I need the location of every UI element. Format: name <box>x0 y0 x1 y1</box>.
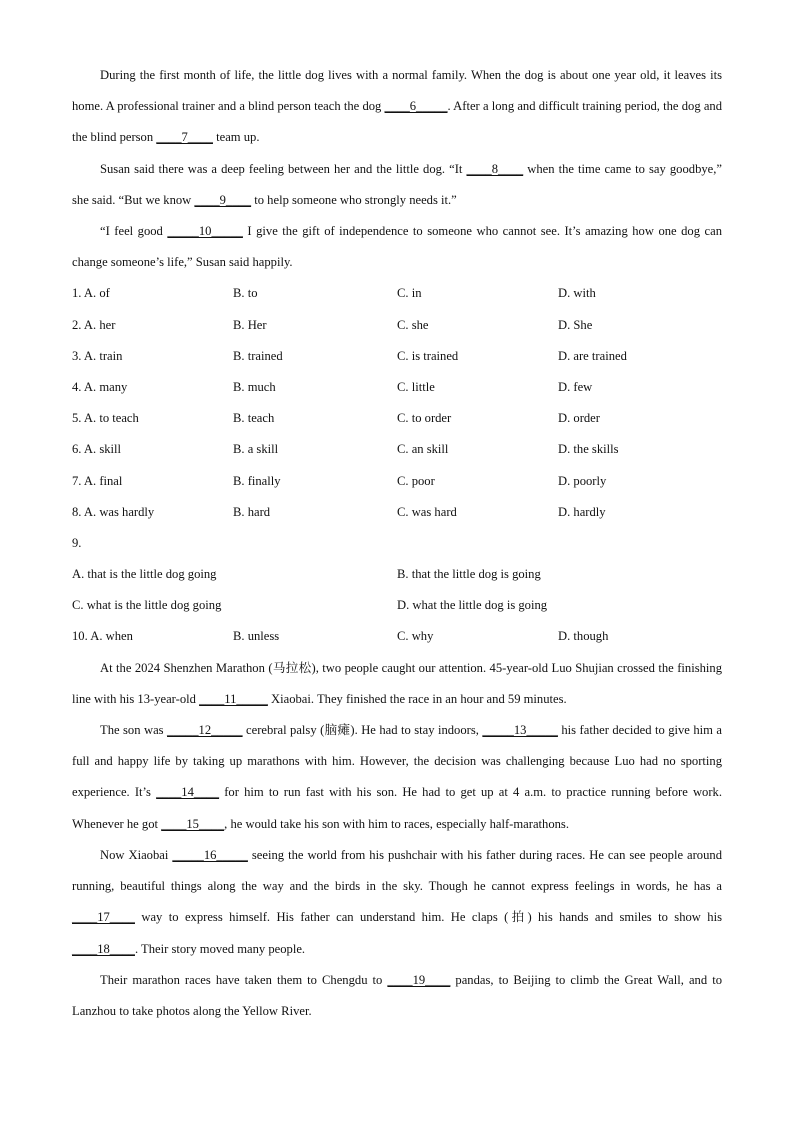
passage1-paragraph-3 <box>72 216 722 278</box>
option-a[interactable] <box>72 621 233 652</box>
text: Their marathon races have taken them to Chengdu to <box>100 972 388 987</box>
option-text: A. to teach <box>83 411 139 426</box>
question-number: 7. <box>72 473 82 488</box>
question-number: 3. <box>72 348 82 363</box>
blank-17[interactable]: ____17____ <box>72 910 135 925</box>
blank-7[interactable]: ____7____ <box>156 130 213 145</box>
text: Now Xiaobai <box>100 847 173 862</box>
option-d[interactable]: D. order <box>558 411 600 426</box>
option-text: A. many <box>83 379 128 394</box>
question-2 <box>72 310 722 341</box>
text: Susan said there was a deep feeling between her and the little dog. “It <box>100 161 467 176</box>
text: to help someone who strongly needs it.” <box>251 192 457 207</box>
question-9-row-2 <box>72 590 722 621</box>
text: his father decided to give him a full and happy life by taking up marathons with him. However, the decision was challenging because Luo had no sporting experience. It’s <box>72 723 722 800</box>
text: . After a long and difficult training period, the dog and the blind person <box>72 99 722 145</box>
question-number: 4. <box>72 379 82 394</box>
option-c[interactable]: C. in <box>397 286 422 301</box>
question-6 <box>72 434 722 465</box>
option-b[interactable]: B. that the little dog is going <box>397 567 541 582</box>
question-9-number: 9. <box>72 535 82 550</box>
question-10 <box>72 621 722 652</box>
option-text: A. was hardly <box>83 504 155 519</box>
option-a[interactable] <box>72 278 233 309</box>
option-b[interactable]: B. hard <box>233 504 271 519</box>
text: Xiaobai. They finished the race in an hour and 59 minutes. <box>267 691 567 706</box>
text: The son was <box>100 723 168 738</box>
option-d[interactable]: D. are trained <box>558 348 627 363</box>
blank-9[interactable]: ____9____ <box>194 192 252 207</box>
question-8 <box>72 497 722 528</box>
question-5 <box>72 403 722 434</box>
question-number: 6. <box>72 442 82 457</box>
blank-13[interactable]: _____13_____ <box>482 723 558 738</box>
option-d[interactable]: D. the skills <box>558 442 619 457</box>
option-c[interactable]: C. she <box>397 317 429 332</box>
option-a[interactable] <box>72 403 233 434</box>
option-d[interactable]: D. with <box>558 286 596 301</box>
blank-8[interactable]: ____8____ <box>466 161 524 176</box>
blank-18[interactable]: ____18____ <box>72 941 135 956</box>
option-text: A. final <box>83 473 123 488</box>
option-a[interactable] <box>72 372 233 403</box>
option-c[interactable]: C. to order <box>397 411 452 426</box>
blank-11[interactable]: ____11_____ <box>199 691 268 706</box>
option-a[interactable] <box>72 434 233 465</box>
option-a[interactable] <box>72 497 233 528</box>
option-text: A. her <box>83 317 116 332</box>
question-9-row-1 <box>72 559 722 590</box>
text: team up. <box>212 130 260 145</box>
option-b[interactable]: B. finally <box>233 473 281 488</box>
option-d[interactable]: D. She <box>558 317 593 332</box>
option-d[interactable]: D. what the little dog is going <box>397 598 548 613</box>
option-c[interactable]: C. an skill <box>397 442 449 457</box>
blank-14[interactable]: ____14____ <box>156 785 220 800</box>
text: , he would take his son with him to races, especially half-marathons. <box>224 816 569 831</box>
blank-15[interactable]: ____15____ <box>161 816 225 831</box>
text: I give the gift of independence to someone who cannot see. It’s amazing how one dog can change someone’s life,” Susan said happily. <box>72 224 722 270</box>
blank-10[interactable]: _____10_____ <box>167 224 243 239</box>
question-1 <box>72 278 722 309</box>
question-number: 10. <box>72 629 88 644</box>
question-number: 2. <box>72 317 82 332</box>
option-text: A. when <box>90 629 133 644</box>
passage2-paragraph-3 <box>72 840 722 965</box>
option-b[interactable]: B. a skill <box>233 442 279 457</box>
question-4 <box>72 372 722 403</box>
option-a[interactable] <box>72 341 233 372</box>
question-number: 8. <box>72 504 82 519</box>
text: way to express himself. His father can understand him. He claps (拍) his hands and smiles to show his <box>134 910 722 925</box>
question-number: 5. <box>72 411 82 426</box>
option-c[interactable]: C. is trained <box>397 348 459 363</box>
passage2-paragraph-4 <box>72 965 722 1027</box>
text: seeing the world from his pushchair with his father during races. He can see people around running, beautiful things along the way and the birds in the sky. Though he cannot express feelings in words, he has a <box>72 847 722 894</box>
option-b[interactable]: B. to <box>233 286 258 301</box>
option-c[interactable]: C. what is the little dog going <box>72 598 222 613</box>
text: During the first month of life, the little dog lives with a normal family. When the dog is about one year old, it leaves its home. A professional trainer and a blind person teach the dog <box>72 68 722 114</box>
text: pandas, to Beijing to climb the Great Wall, and to Lanzhou to take photos along the Yellow River. <box>72 972 722 1018</box>
text: At the 2024 Shenzhen Marathon (马拉松), two people caught our attention. 45-year-old Luo Shujian crossed the finishing line with his 13-year-old <box>72 660 722 706</box>
passage1-paragraph-2 <box>72 154 722 216</box>
option-b[interactable]: B. trained <box>233 348 283 363</box>
blank-12[interactable]: _____12_____ <box>167 723 243 738</box>
option-text: A. of <box>83 286 110 301</box>
option-d[interactable]: D. poorly <box>558 473 607 488</box>
text: cerebral palsy (脑瘫). He had to stay indoors, <box>242 723 483 738</box>
option-b[interactable]: B. Her <box>233 317 267 332</box>
option-c[interactable]: C. little <box>397 379 435 394</box>
passage1-paragraph-1 <box>72 60 722 154</box>
question-3 <box>72 341 722 372</box>
passage2-paragraph-2 <box>72 715 722 840</box>
option-a[interactable] <box>72 310 233 341</box>
option-text: A. train <box>83 348 123 363</box>
option-c[interactable]: C. why <box>397 629 434 644</box>
blank-16[interactable]: _____16_____ <box>172 847 248 862</box>
text: . Their story moved many people. <box>134 941 306 956</box>
text: “I feel good <box>100 224 168 239</box>
passage2-paragraph-1 <box>72 653 722 715</box>
option-d[interactable]: D. few <box>558 379 593 394</box>
option-b[interactable]: B. teach <box>233 411 275 426</box>
blank-6[interactable]: ____6_____ <box>384 99 448 114</box>
option-a[interactable] <box>72 466 233 497</box>
text: for him to run fast with his son. He had to get up at 4 a.m. to practice running before work. Whenever he got <box>72 785 722 831</box>
option-b[interactable]: B. unless <box>233 629 280 644</box>
blank-19[interactable]: ____19____ <box>387 972 451 987</box>
option-c[interactable]: C. poor <box>397 473 435 488</box>
worksheet-page <box>72 60 722 1027</box>
option-d[interactable]: D. though <box>558 629 609 644</box>
question-7 <box>72 466 722 497</box>
option-b[interactable]: B. much <box>233 379 276 394</box>
question-number: 1. <box>72 286 82 301</box>
option-a[interactable]: A. that is the little dog going <box>72 567 217 582</box>
option-text: A. skill <box>83 442 122 457</box>
option-d[interactable]: D. hardly <box>558 504 606 519</box>
text: when the time came to say goodbye,” she said. “But we know <box>72 161 722 207</box>
option-c[interactable]: C. was hard <box>397 504 457 519</box>
